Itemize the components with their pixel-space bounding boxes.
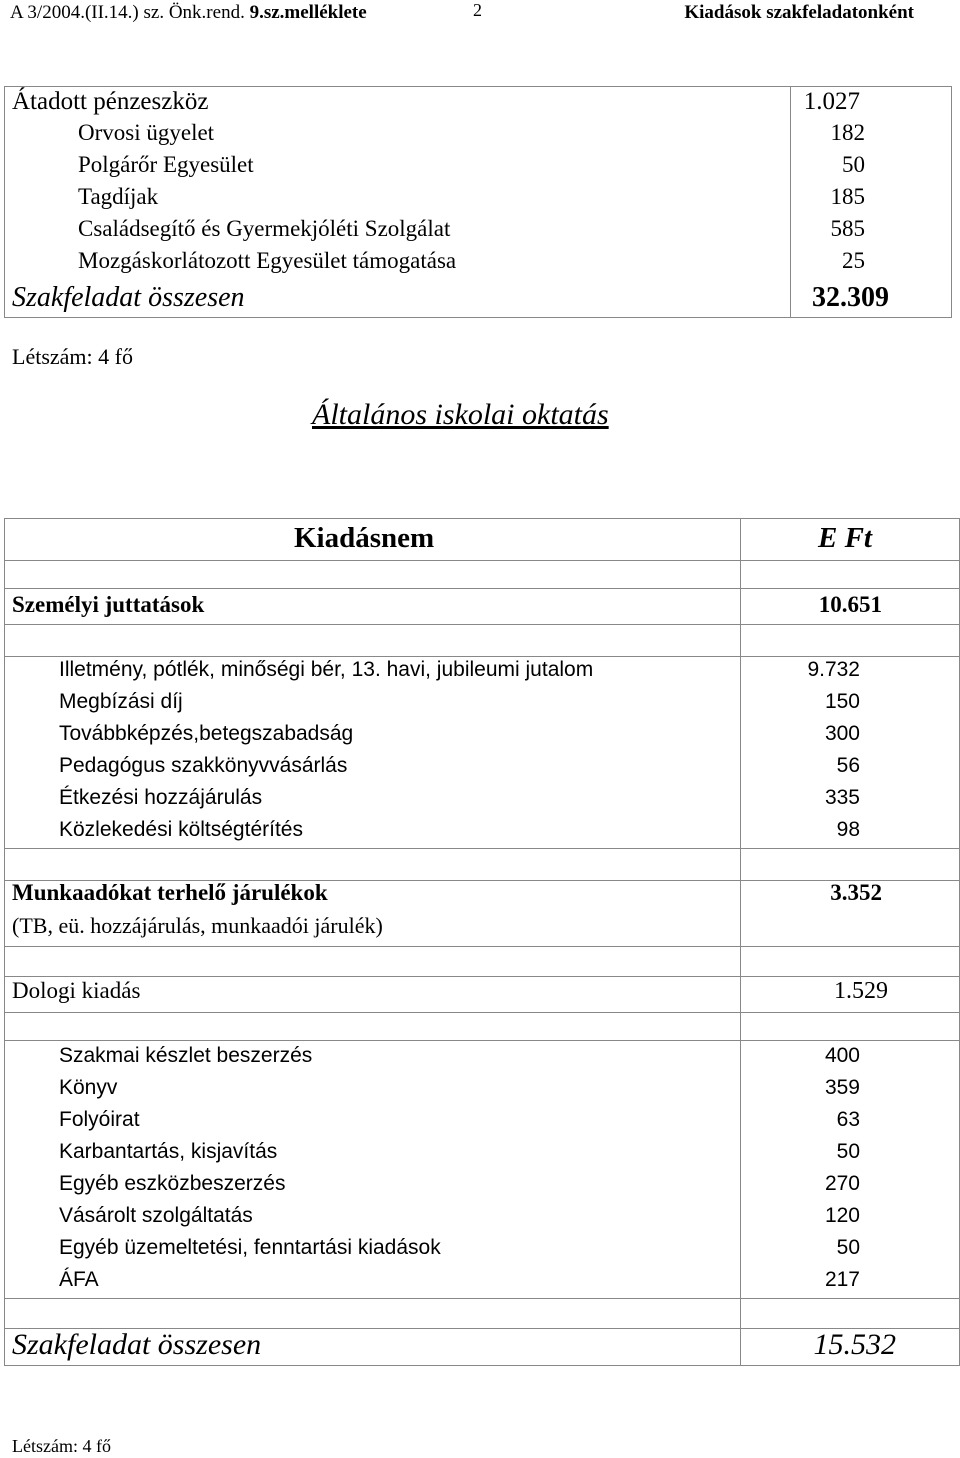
- section1-item-value: 185: [830, 184, 865, 209]
- section1-item-label: Mozgáskorlátozott Egyesület támogatása: [78, 248, 457, 273]
- material-item-value: 50: [836, 1236, 860, 1259]
- section1-item-label: Tagdíjak: [78, 184, 159, 209]
- grid-line: [4, 1040, 960, 1041]
- section1-title: Átadott pénzeszköz: [12, 88, 209, 115]
- header-title: Kiadások szakfeladatonként: [684, 2, 914, 23]
- material-item-value: 50: [836, 1140, 860, 1163]
- section1-item-label: Orvosi ügyelet: [78, 120, 215, 145]
- section1-total-value: 32.309: [812, 282, 889, 313]
- personal-item-label: Közlekedési költségtérítés: [59, 818, 303, 841]
- section1-total-label: Szakfeladat összesen: [12, 282, 245, 313]
- grid-line: [4, 848, 960, 849]
- section1-item-label: Polgárőr Egyesület: [78, 152, 254, 177]
- material-item-label: Egyéb üzemeltetési, fenntartási kiadások: [59, 1236, 441, 1259]
- grid-line: [4, 560, 960, 561]
- grid-line: [4, 1012, 960, 1013]
- material-item-label: Könyv: [59, 1076, 118, 1099]
- personal-item-label: Megbízási díj: [59, 690, 183, 713]
- section2-total-label: Szakfeladat összesen: [12, 1328, 262, 1361]
- employer-value: 3.352: [830, 880, 882, 905]
- material-item-value: 270: [824, 1172, 860, 1195]
- personal-item-label: Pedagógus szakkönyvvásárlás: [59, 754, 348, 777]
- section1-item-value: 182: [830, 120, 865, 145]
- employer-label: Munkaadókat terhelő járulékok: [12, 880, 328, 905]
- material-value: 1.529: [834, 978, 888, 1004]
- grid-line: [4, 946, 960, 947]
- section2-divider: [740, 518, 741, 1366]
- personal-item-value: 335: [824, 786, 860, 809]
- section2-total-value: 15.532: [813, 1328, 896, 1361]
- section1-item-value: 50: [842, 152, 865, 177]
- personal-item-value: 300: [824, 722, 860, 745]
- personal-item-label: Étkezési hozzájárulás: [59, 786, 263, 809]
- column-header-kiadasnem: Kiadásnem: [294, 522, 435, 554]
- personal-value: 10.651: [818, 592, 882, 617]
- personal-item-label: Továbbképzés,betegszabadság: [59, 722, 354, 745]
- header-ref-bold: 9.sz.: [249, 2, 285, 23]
- material-item-value: 120: [824, 1204, 860, 1227]
- material-item-value: 359: [824, 1076, 860, 1099]
- page-number: 2: [473, 0, 482, 20]
- section1-title-value: 1.027: [803, 88, 860, 115]
- column-header-eft: E Ft: [818, 522, 872, 554]
- personal-item-value: 150: [824, 690, 860, 713]
- personal-item-label: Illetmény, pótlék, minőségi bér, 13. havi, jubileumi jutalom: [59, 658, 594, 681]
- grid-line: [4, 588, 960, 589]
- material-item-label: Folyóirat: [59, 1108, 140, 1131]
- material-item-label: Szakmai készlet beszerzés: [59, 1044, 313, 1067]
- material-item-label: ÁFA: [59, 1268, 99, 1291]
- material-item-value: 400: [824, 1044, 860, 1067]
- material-item-label: Karbantartás, kisjavítás: [59, 1140, 278, 1163]
- section2-title: Általános iskolai oktatás: [312, 398, 609, 431]
- personal-label: Személyi juttatások: [12, 592, 205, 617]
- grid-line: [4, 1298, 960, 1299]
- page-header: [0, 0, 960, 30]
- material-item-value: 63: [836, 1108, 860, 1131]
- header-ref-prefix: A 3/2004.(II.14.) sz. Önk.rend.: [10, 2, 250, 23]
- section1-item-value: 25: [842, 248, 865, 273]
- staff-count-2: Létszám: 4 fő: [12, 1436, 111, 1456]
- grid-line: [4, 656, 960, 657]
- material-item-value: 217: [824, 1268, 860, 1291]
- staff-count-1: Létszám: 4 fő: [12, 344, 133, 369]
- header-ref-bold2: melléklete: [284, 2, 367, 23]
- employer-sub: (TB, eü. hozzájárulás, munkaadói járulék): [12, 913, 383, 938]
- material-label: Dologi kiadás: [12, 978, 141, 1003]
- section1-item-value: 585: [830, 216, 865, 241]
- material-item-label: Egyéb eszközbeszerzés: [59, 1172, 286, 1195]
- grid-line: [4, 976, 960, 977]
- section1-divider: [790, 86, 791, 318]
- personal-item-value: 9.732: [807, 658, 860, 681]
- section1-item-label: Családsegítő és Gyermekjóléti Szolgálat: [78, 216, 451, 241]
- grid-line: [4, 624, 960, 625]
- header-reference: [10, 2, 367, 24]
- material-item-label: Vásárolt szolgáltatás: [59, 1204, 253, 1227]
- personal-item-value: 98: [836, 818, 860, 841]
- personal-item-value: 56: [836, 754, 860, 777]
